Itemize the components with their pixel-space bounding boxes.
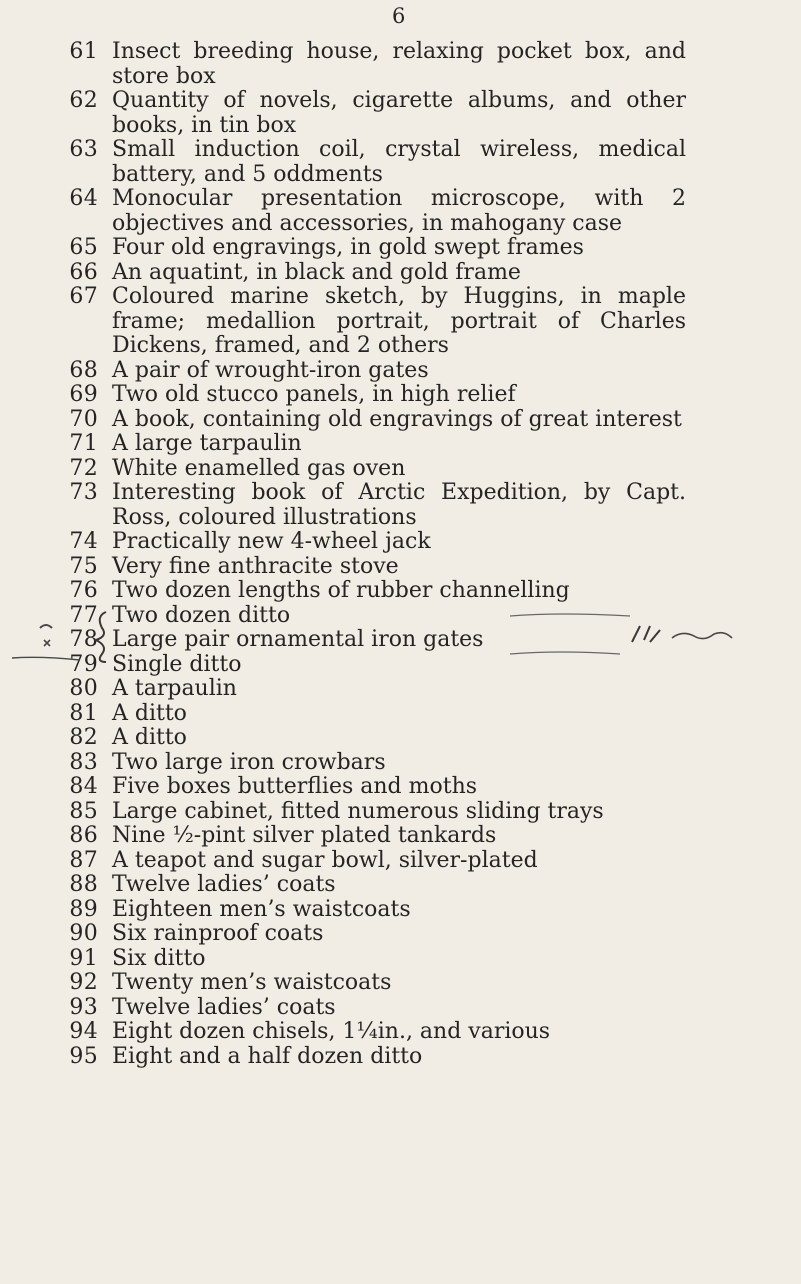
lot-description: Interesting book of Arctic Expedition, by Capt. Ross, coloured illustrations xyxy=(112,480,686,530)
lot-number: 62 xyxy=(69,88,98,113)
lot-list xyxy=(0,40,801,1069)
lot-row xyxy=(0,261,801,286)
lot-row xyxy=(0,89,801,138)
lot-row xyxy=(0,1020,801,1045)
lot-description: Large pair ornamental iron gates xyxy=(112,627,484,652)
lot-description: Nine ½-pint silver plated tankards xyxy=(112,823,497,848)
lot-description: A book, containing old engravings of great interest xyxy=(112,406,682,432)
lot-row xyxy=(0,579,801,604)
lot-description: Two dozen ditto xyxy=(112,602,291,628)
lot-row xyxy=(0,996,801,1021)
lot-number: 88 xyxy=(69,872,98,897)
lot-description: An aquatint, in black and gold frame xyxy=(112,259,521,285)
lot-row xyxy=(0,408,801,433)
lot-row xyxy=(0,849,801,874)
lot-number: 85 xyxy=(69,798,98,824)
lot-description: Insect breeding house, relaxing pocket box, and store box xyxy=(112,39,686,89)
lot-description: Quantity of novels, cigarette albums, and other books, in tin box xyxy=(112,88,686,138)
lot-number: 79 xyxy=(69,651,98,677)
lot-number: 75 xyxy=(69,553,98,579)
lot-description: Twelve ladies’ coats xyxy=(112,994,336,1020)
lot-number: 95 xyxy=(69,1043,98,1069)
page-number: 6 xyxy=(392,4,406,28)
lot-number: 87 xyxy=(69,847,98,873)
lot-row xyxy=(0,432,801,457)
lot-row xyxy=(0,800,801,825)
lot-description: Small induction coil, crystal wireless, medical battery, and 5 oddments xyxy=(112,137,686,187)
lot-row xyxy=(0,702,801,727)
lot-row xyxy=(0,138,801,187)
lot-description: White enamelled gas oven xyxy=(112,455,406,481)
lot-description: Two dozen lengths of rubber channelling xyxy=(112,578,570,603)
lot-number: 70 xyxy=(69,406,98,432)
lot-number: 80 xyxy=(69,676,98,701)
lot-description: A ditto xyxy=(112,700,187,726)
lot-description: Practically new 4-wheel jack xyxy=(112,529,431,554)
lot-description: A ditto xyxy=(112,725,187,750)
lot-number: 73 xyxy=(69,480,98,505)
lot-number: 72 xyxy=(69,455,98,481)
lot-description: Single ditto xyxy=(112,651,242,677)
lot-row xyxy=(0,677,801,702)
lot-row xyxy=(0,726,801,751)
lot-row xyxy=(0,383,801,408)
lot-row xyxy=(0,971,801,996)
lot-number: 93 xyxy=(69,994,98,1020)
lot-number: 61 xyxy=(69,39,98,64)
handwritten-bracket-icon xyxy=(10,606,110,664)
lot-number: 69 xyxy=(69,382,98,407)
lot-number: 77 xyxy=(69,602,98,628)
lot-row xyxy=(0,481,801,530)
lot-number: 94 xyxy=(69,1019,98,1044)
lot-row xyxy=(0,555,801,580)
lot-description: Eighteen men’s waistcoats xyxy=(112,896,411,922)
lot-number: 67 xyxy=(69,284,98,309)
lot-number: 76 xyxy=(69,578,98,603)
lot-row xyxy=(0,751,801,776)
lot-row xyxy=(0,457,801,482)
lot-row xyxy=(0,359,801,384)
lot-number: 89 xyxy=(69,896,98,922)
lot-description: Two large iron crowbars xyxy=(112,749,386,775)
lot-description: Twelve ladies’ coats xyxy=(112,872,336,897)
lot-description: Five boxes butterflies and moths xyxy=(112,774,478,799)
lot-number: 71 xyxy=(69,431,98,456)
lot-description: Four old engravings, in gold swept frames xyxy=(112,235,584,260)
lot-description: Coloured marine sketch, by Huggins, in maple frame; medallion portrait, portrait of Charles Dickens, framed, and 2 others xyxy=(112,284,686,358)
lot-number: 91 xyxy=(69,945,98,971)
lot-number: 82 xyxy=(69,725,98,750)
lot-description: Eight dozen chisels, 1¼in., and various xyxy=(112,1019,551,1044)
lot-description: Large cabinet, fitted numerous sliding trays xyxy=(112,798,604,824)
pencil-scribble-icon xyxy=(500,608,740,658)
lot-description: Twenty men’s waistcoats xyxy=(112,970,392,995)
lot-row xyxy=(0,898,801,923)
lot-number: 92 xyxy=(69,970,98,995)
lot-description: Monocular presentation microscope, with 2 objectives and accessories, in mahogany case xyxy=(112,186,686,236)
lot-row xyxy=(0,824,801,849)
lot-number: 83 xyxy=(69,749,98,775)
lot-number: 64 xyxy=(69,186,98,211)
lot-number: 78 xyxy=(69,627,98,652)
lot-row xyxy=(0,530,801,555)
lot-row xyxy=(0,947,801,972)
lot-description: Two old stucco panels, in high relief xyxy=(112,382,516,407)
lot-description: Eight and a half dozen ditto xyxy=(112,1043,423,1069)
lot-row xyxy=(0,285,801,359)
lot-number: 84 xyxy=(69,774,98,799)
lot-number: 65 xyxy=(69,235,98,260)
lot-number: 74 xyxy=(69,529,98,554)
lot-description: Six ditto xyxy=(112,945,206,971)
lot-row xyxy=(0,775,801,800)
lot-number: 63 xyxy=(69,137,98,162)
lot-number: 81 xyxy=(69,700,98,726)
lot-description: A large tarpaulin xyxy=(112,431,302,456)
lot-description: A pair of wrought-iron gates xyxy=(112,357,429,383)
lot-description: A teapot and sugar bowl, silver-plated xyxy=(112,847,538,873)
lot-row xyxy=(0,873,801,898)
lot-number: 68 xyxy=(69,357,98,383)
lot-description: Six rainproof coats xyxy=(112,921,324,946)
lot-description: A tarpaulin xyxy=(112,676,237,701)
lot-row xyxy=(0,1045,801,1070)
lot-number: 66 xyxy=(69,259,98,285)
lot-number: 90 xyxy=(69,921,98,946)
lot-number: 86 xyxy=(69,823,98,848)
lot-row xyxy=(0,187,801,236)
lot-row xyxy=(0,236,801,261)
lot-row xyxy=(0,40,801,89)
lot-description: Very fine anthracite stove xyxy=(112,553,399,579)
lot-row xyxy=(0,922,801,947)
